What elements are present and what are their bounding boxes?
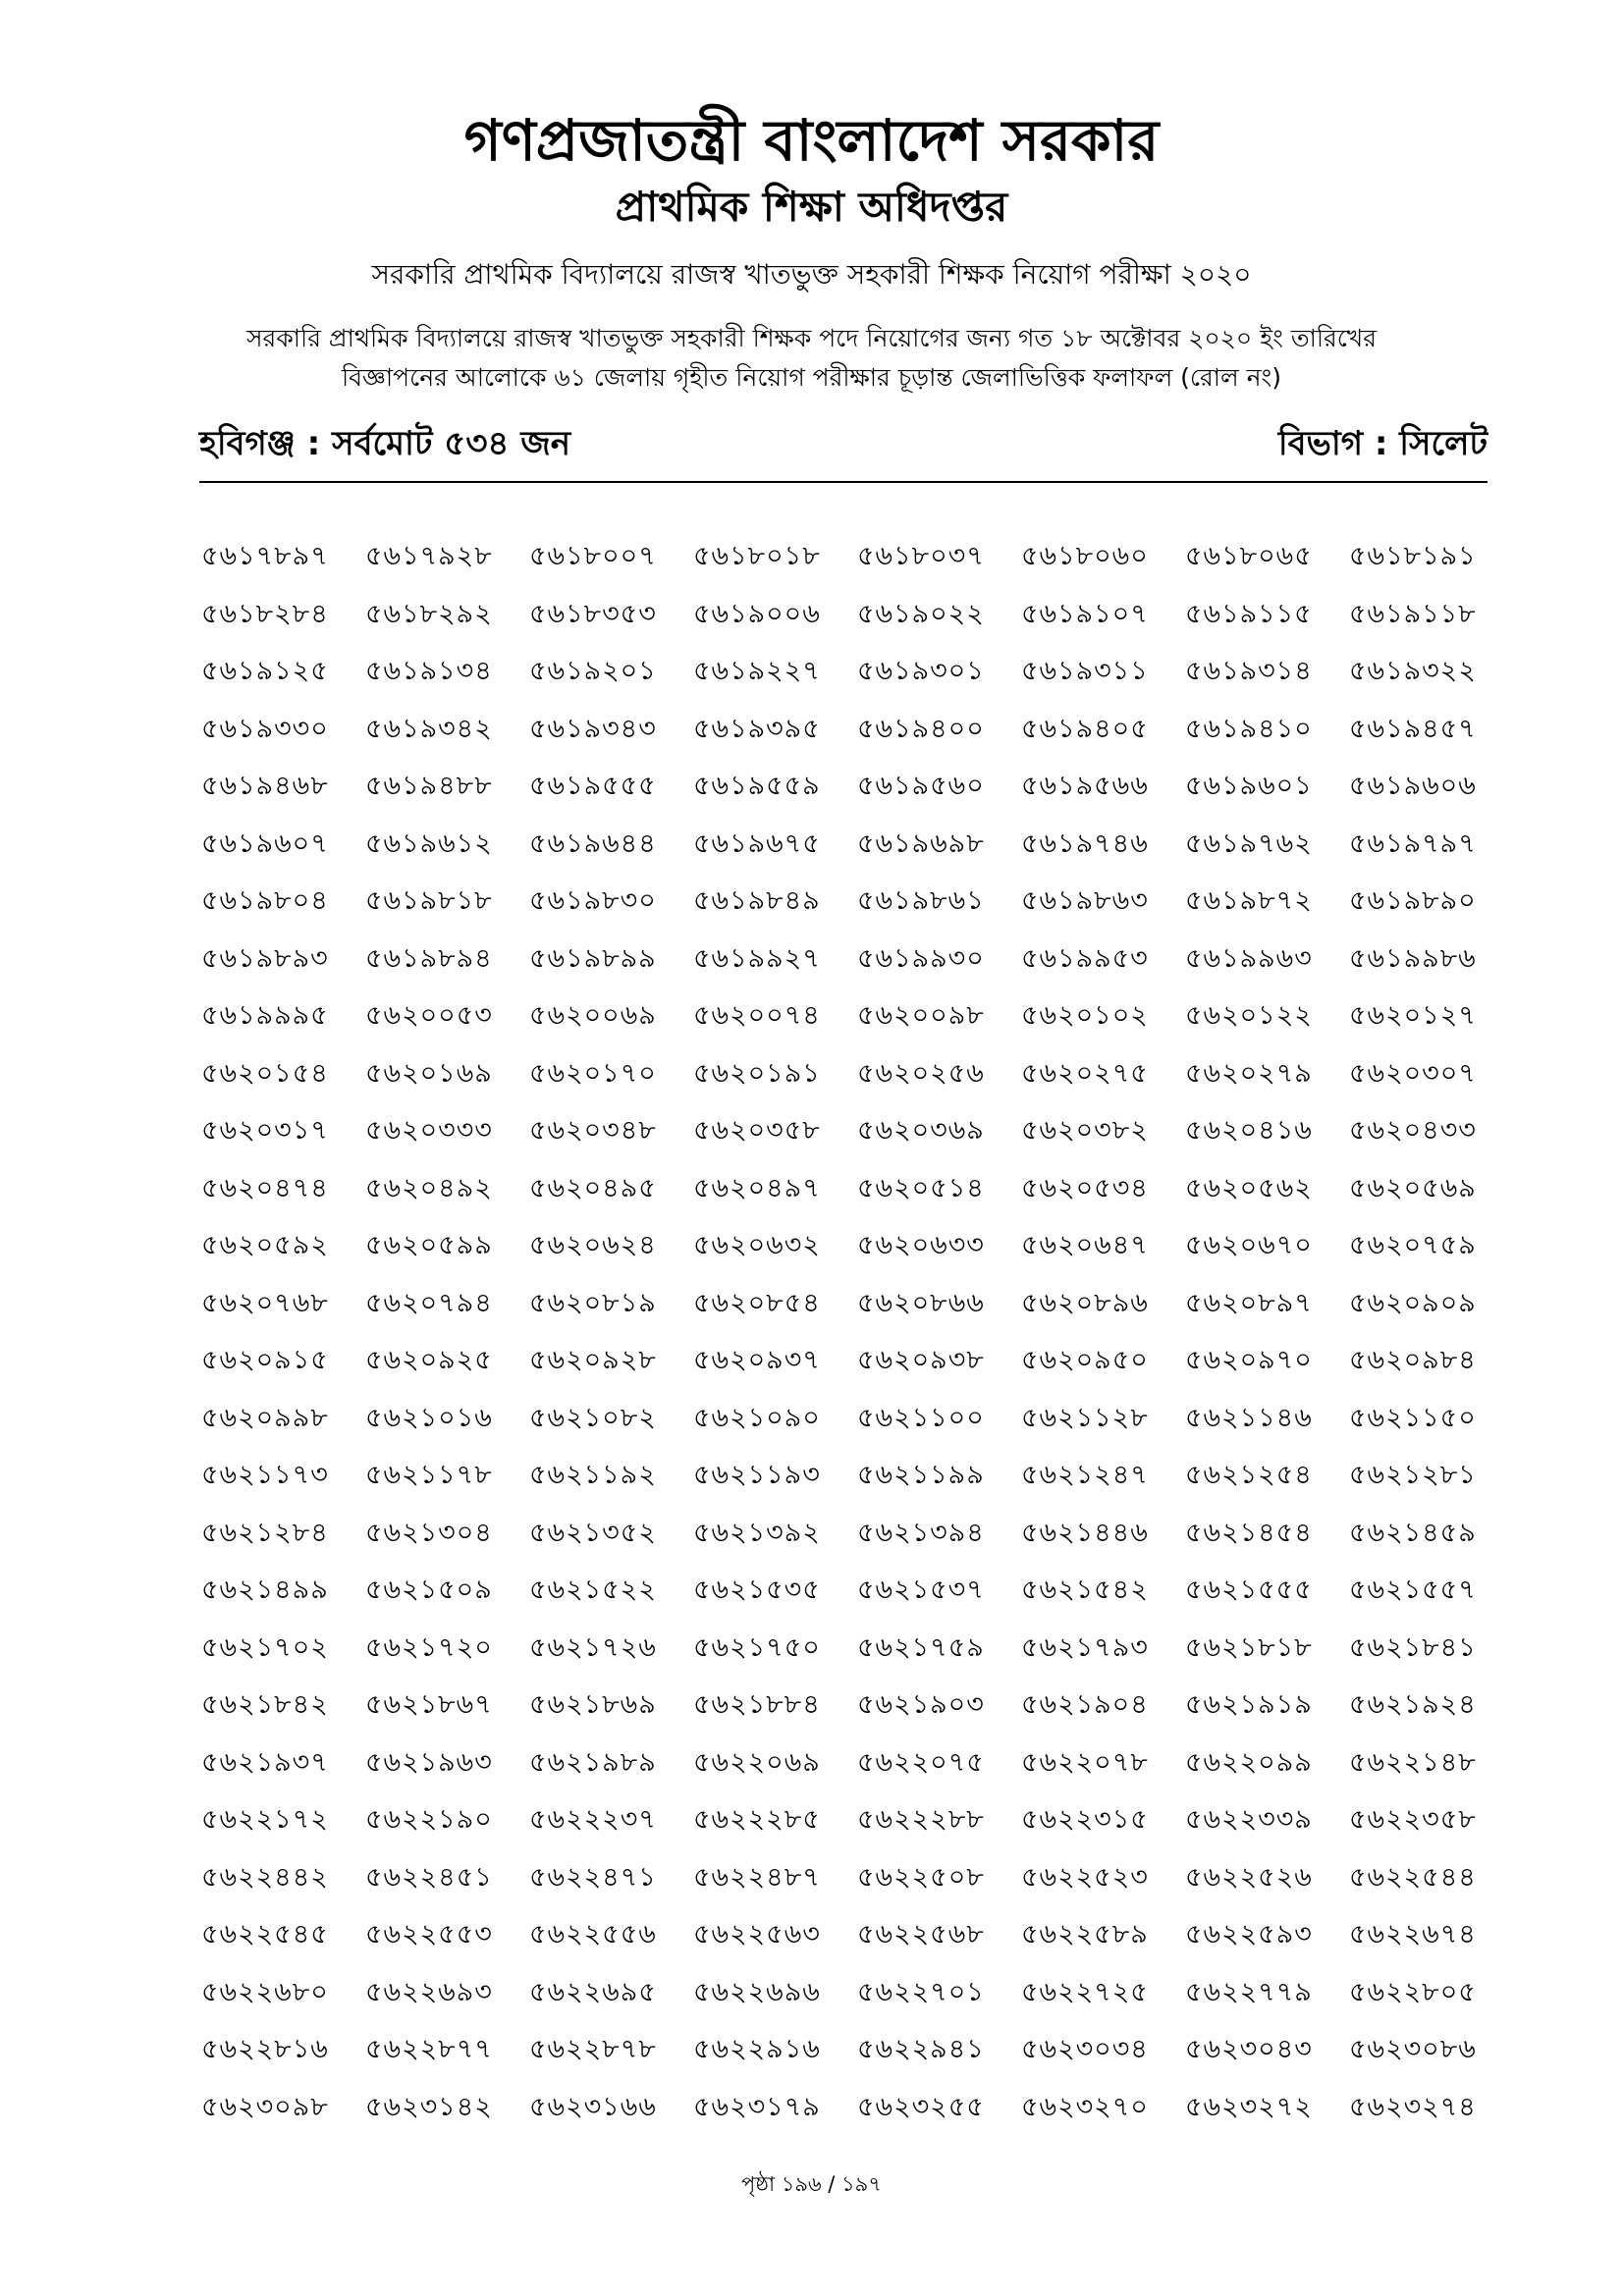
roll-number: ৫৬২০২৫৬ <box>857 1057 985 1089</box>
roll-number: ৫৬২০৯৩৮ <box>857 1345 985 1375</box>
roll-number: ৫৬২০৯৯৮ <box>201 1402 329 1433</box>
roll-number: ৫৬২০৮৫৪ <box>693 1287 821 1318</box>
roll-number: ৫৬২০৬৪৭ <box>1021 1230 1149 1260</box>
roll-number: ৫৬২০৫৩৪ <box>1021 1172 1149 1203</box>
roll-number: ৫৬২২৭২৫ <box>1021 1976 1149 2007</box>
roll-number: ৫৬২২৬৭৪ <box>1349 1919 1477 1949</box>
roll-number: ৫৬২৩০৮৬ <box>1349 2034 1477 2064</box>
roll-number: ৫৬২৩১৪২ <box>365 2091 493 2122</box>
roll-number: ৫৬২০৩৮২ <box>1021 1115 1149 1146</box>
roll-number: ৫৬১৯৬০৭ <box>201 828 329 859</box>
roll-number: ৫৬১৯৯৩০ <box>857 942 985 974</box>
roll-number: ৫৬১৯৮১৮ <box>365 885 493 916</box>
roll-number: ৫৬১৯১১৮ <box>1349 598 1477 629</box>
roll-number: ৫৬২২৪৮৭ <box>693 1861 821 1893</box>
roll-number: ৫৬১৯৩১৪ <box>1185 656 1313 686</box>
roll-number: ৫৬১৭৯২৮ <box>365 541 493 571</box>
roll-number: ৫৬১৯৬০১ <box>1185 771 1313 801</box>
roll-number: ৫৬২২০৭৫ <box>857 1746 985 1778</box>
roll-number: ৫৬২১৭২৬ <box>529 1631 657 1663</box>
roll-number: ৫৬২১৮৮৪ <box>693 1689 821 1720</box>
roll-number: ৫৬২১৫০৯ <box>365 1575 493 1605</box>
roll-number: ৫৬২০৫৬৯ <box>1349 1172 1477 1203</box>
roll-number: ৫৬২২৮১৬ <box>201 2034 329 2064</box>
roll-number: ৫৬২১৮৪২ <box>201 1689 329 1720</box>
roll-number: ৫৬২১৯৬৩ <box>365 1746 493 1778</box>
roll-number: ৫৬১৯৮৭২ <box>1185 885 1313 916</box>
notice-line-1: সরকারি প্রাথমিক বিদ্যালয়ে রাজস্ব খাতভুক্ত সহকারী শিক্ষক পদে নিয়োগের জন্য গত ১৮ অক্টোবর ২০২০ ইং তারিখের <box>246 324 1377 352</box>
roll-number: ৫৬২৩২৭০ <box>1021 2091 1149 2122</box>
roll-number: ৫৬২২১৭২ <box>201 1804 329 1835</box>
roll-number: ৫৬২৩২৫৫ <box>857 2091 985 2122</box>
roll-number: ৫৬২০৯৩৭ <box>693 1345 821 1375</box>
roll-number: ৫৬২৩২৭২ <box>1185 2091 1313 2122</box>
notice-line-2: বিজ্ঞাপনের আলোকে ৬১ জেলায় গৃহীত নিয়োগ পরীক্ষার চূড়ান্ত জেলাভিত্তিক ফলাফল (রোল নং) <box>341 363 1282 392</box>
roll-number: ৫৬১৯৮৯৯ <box>529 942 657 974</box>
roll-number: ৫৬২২৫২৬ <box>1185 1861 1313 1893</box>
roll-number: ৫৬১৯০২২ <box>857 598 985 629</box>
roll-number: ৫৬২১১৭৮ <box>365 1460 493 1490</box>
roll-number: ৫৬২১১৯২ <box>529 1460 657 1490</box>
roll-number: ৫৬২৩০৯৮ <box>201 2091 329 2122</box>
roll-number: ৫৬২০৪৯৫ <box>529 1172 657 1203</box>
exam-title: সরকারি প্রাথমিক বিদ্যালয়ে রাজস্ব খাতভুক্ত সহকারী শিক্ষক নিয়োগ পরীক্ষা ২০২০ <box>371 258 1252 291</box>
roll-number: ৫৬২১১৯৯ <box>857 1460 985 1490</box>
roll-number: ৫৬২২০৬৯ <box>693 1746 821 1778</box>
roll-number: ৫৬২০১৭০ <box>529 1057 657 1089</box>
roll-number: ৫৬১৮০০৭ <box>529 541 657 571</box>
roll-number: ৫৬১৯৪৫৭ <box>1349 713 1477 744</box>
roll-number: ৫৬২২৫৫৩ <box>365 1919 493 1949</box>
roll-number: ৫৬২৩২৭৪ <box>1349 2091 1477 2122</box>
roll-number: ৫৬১৯২২৭ <box>693 656 821 686</box>
roll-number: ৫৬১৮১৯১ <box>1349 541 1477 571</box>
roll-number: ৫৬২০৯১৫ <box>201 1345 329 1375</box>
roll-number: ৫৬২১২৫৪ <box>1185 1460 1313 1490</box>
roll-number: ৫৬২১৮৪১ <box>1349 1631 1477 1663</box>
roll-number: ৫৬২০৫১৪ <box>857 1172 985 1203</box>
notice-text <box>196 319 1427 398</box>
roll-number: ৫৬১৯৮০৪ <box>201 885 329 916</box>
roll-number: ৫৬২০৩০৭ <box>1349 1057 1477 1089</box>
roll-number: ৫৬২০০৫৩ <box>365 1000 493 1031</box>
roll-number: ৫৬২২৪৭১ <box>529 1861 657 1893</box>
roll-number: ৫৬১৯৮৬৩ <box>1021 885 1149 916</box>
roll-number: ৫৬২২২৮৮ <box>857 1804 985 1835</box>
directorate-title: প্রাথমিক শিক্ষা অধিদপ্তর <box>615 183 1008 231</box>
roll-number: ৫৬১৭৮৯৭ <box>201 541 329 571</box>
roll-number: ৫৬১৯৪০৫ <box>1021 713 1149 744</box>
roll-number: ৫৬২০৩৫৮ <box>693 1115 821 1146</box>
roll-number: ৫৬২৩১৬৬ <box>529 2091 657 2122</box>
roll-number: ৫৬২১৫৫৭ <box>1349 1575 1477 1605</box>
roll-number: ৫৬২০৬৩২ <box>693 1230 821 1260</box>
district-header <box>199 422 1488 483</box>
roll-number: ৫৬২২৩৫৮ <box>1349 1804 1477 1835</box>
roll-number: ৫৬২২৪৫১ <box>365 1861 493 1893</box>
district-total: হবিগঞ্জ : সর্বমোট ৫৩৪ জন <box>199 424 571 463</box>
roll-number: ৫৬২১২৪৭ <box>1021 1460 1149 1490</box>
roll-number: ৫৬২২৬৯৬ <box>693 1976 821 2007</box>
roll-number: ৫৬২৩১৭৯ <box>693 2091 821 2122</box>
roll-number: ৫৬২০৭৯৪ <box>365 1287 493 1318</box>
roll-number: ৫৬২০৬২৪ <box>529 1230 657 1260</box>
roll-number: ৫৬২১১২৮ <box>1021 1402 1149 1433</box>
roll-number: ৫৬২২৬৮০ <box>201 1976 329 2007</box>
roll-number: ৫৬২০৯৫০ <box>1021 1345 1149 1375</box>
division-label: বিভাগ : সিলেট <box>1277 424 1488 463</box>
roll-number: ৫৬১৯৩৯৫ <box>693 713 821 744</box>
roll-number: ৫৬২১১০০ <box>857 1402 985 1433</box>
roll-number: ৫৬১৯৩৪২ <box>365 713 493 744</box>
roll-number: ৫৬১৮০৩৭ <box>857 541 985 571</box>
roll-number: ৫৬২১৩৯২ <box>693 1517 821 1548</box>
roll-number: ৫৬২১১৫০ <box>1349 1402 1477 1433</box>
roll-number: ৫৬২২৮৭৭ <box>365 2034 493 2064</box>
roll-number: ৫৬২০১৫৪ <box>201 1057 329 1089</box>
roll-number: ৫৬২২২৮৫ <box>693 1804 821 1835</box>
roll-number: ৫৬২১৭৯৩ <box>1021 1631 1149 1663</box>
roll-number: ৫৬২০০৬৯ <box>529 1000 657 1031</box>
roll-number: ৫৬২২৬৯৫ <box>529 1976 657 2007</box>
roll-number: ৫৬১৯৫৫৯ <box>693 771 821 801</box>
roll-number: ৫৬২২৭০১ <box>857 1976 985 2007</box>
roll-number: ৫৬২০৮৬৬ <box>857 1287 985 1318</box>
roll-number: ৫৬২১০৮২ <box>529 1402 657 1433</box>
roll-number: ৫৬১৯৭৯৭ <box>1349 828 1477 859</box>
roll-number: ৫৬১৯৬৪৪ <box>529 828 657 859</box>
roll-number: ৫৬২০৫৬২ <box>1185 1172 1313 1203</box>
roll-number: ৫৬২০৯৮৪ <box>1349 1345 1477 1375</box>
roll-number: ৫৬১৯৮৯৪ <box>365 942 493 974</box>
roll-number: ৫৬২২৮৭৮ <box>529 2034 657 2064</box>
roll-number: ৫৬২০০৭৪ <box>693 1000 821 1031</box>
roll-number: ৫৬২২০৭৮ <box>1021 1746 1149 1778</box>
roll-number: ৫৬২২১৯০ <box>365 1804 493 1835</box>
roll-number: ৫৬১৯৩০১ <box>857 656 985 686</box>
roll-number: ৫৬২২২৩৭ <box>529 1804 657 1835</box>
roll-number: ৫৬২০৪৯২ <box>365 1172 493 1203</box>
roll-number: ৫৬২০৮১৯ <box>529 1287 657 1318</box>
roll-number: ৫৬১৮২৮৪ <box>201 598 329 629</box>
roll-number: ৫৬২০৪১৬ <box>1185 1115 1313 1146</box>
roll-number: ৫৬১৯৮৪৯ <box>693 885 821 916</box>
roll-number: ৫৬২১৯৩৭ <box>201 1746 329 1778</box>
roll-number: ৫৬২০১৬৯ <box>365 1057 493 1089</box>
roll-number: ৫৬২১২৮৪ <box>201 1517 329 1548</box>
roll-number: ৫৬১৯৭৪৬ <box>1021 828 1149 859</box>
roll-number: ৫৬২০৯২৮ <box>529 1345 657 1375</box>
roll-number: ৫৬১৯০০৬ <box>693 598 821 629</box>
roll-number: ৫৬২১১৭৩ <box>201 1460 329 1490</box>
roll-number: ৫৬২১৯১৯ <box>1185 1689 1313 1720</box>
roll-number: ৫৬১৯৬৯৮ <box>857 828 985 859</box>
roll-number: ৫৬১৯১২৫ <box>201 656 329 686</box>
roll-number: ৫৬১৯২০১ <box>529 656 657 686</box>
roll-number: ৫৬২২৫২৩ <box>1021 1861 1149 1893</box>
roll-number: ৫৬২০৭৫৯ <box>1349 1230 1477 1260</box>
roll-number: ৫৬২১৯০৩ <box>857 1689 985 1720</box>
roll-number: ৫৬১৯৭৬২ <box>1185 828 1313 859</box>
roll-number: ৫৬২১৯২৪ <box>1349 1689 1477 1720</box>
roll-number: ৫৬২০৬৩৩ <box>857 1230 985 1260</box>
roll-number: ৫৬১৮০৬০ <box>1021 541 1149 571</box>
roll-number: ৫৬২২৫৬৮ <box>857 1919 985 1949</box>
roll-number: ৫৬২০৬৭০ <box>1185 1230 1313 1260</box>
roll-number: ৫৬২১০১৬ <box>365 1402 493 1433</box>
roll-number-grid <box>201 528 1517 2136</box>
roll-number: ৫৬২২০৯৯ <box>1185 1746 1313 1778</box>
roll-number: ৫৬২২৭৭৯ <box>1185 1976 1313 2007</box>
roll-number: ৫৬২২৫০৮ <box>857 1861 985 1893</box>
roll-number: ৫৬২২৫৪৪ <box>1349 1861 1477 1893</box>
roll-number: ৫৬১৯৮৩০ <box>529 885 657 916</box>
roll-number: ৫৬২০২৭৫ <box>1021 1057 1149 1089</box>
roll-number: ৫৬২১৫২২ <box>529 1575 657 1605</box>
roll-number: ৫৬২২১৪৮ <box>1349 1746 1477 1778</box>
roll-number: ৫৬২৩০৩৪ <box>1021 2034 1149 2064</box>
roll-number: ৫৬১৯৫৬৬ <box>1021 771 1149 801</box>
roll-number: ৫৬২১৩৫২ <box>529 1517 657 1548</box>
roll-number: ৫৬২২৩৩৯ <box>1185 1804 1313 1835</box>
roll-number: ৫৬১৯৪৮৮ <box>365 771 493 801</box>
roll-number: ৫৬২২৯১৬ <box>693 2034 821 2064</box>
roll-number: ৫৬১৯৪০০ <box>857 713 985 744</box>
roll-number: ৫৬২১৪৯৯ <box>201 1575 329 1605</box>
roll-number: ৫৬২২৫৫৬ <box>529 1919 657 1949</box>
roll-number: ৫৬২১৩০৪ <box>365 1517 493 1548</box>
roll-number: ৫৬২১৮৬৭ <box>365 1689 493 1720</box>
roll-number: ৫৬২০১২৭ <box>1349 1000 1477 1031</box>
roll-number: ৫৬২২৪৪২ <box>201 1861 329 1893</box>
roll-number: ৫৬২০৪৩৩ <box>1349 1115 1477 1146</box>
roll-number: ৫৬২৩০৪৩ <box>1185 2034 1313 2064</box>
roll-number: ৫৬২০৪৭৪ <box>201 1172 329 1203</box>
roll-number: ৫৬১৯৯৬৩ <box>1185 942 1313 974</box>
roll-number: ৫৬১৮২৯২ <box>365 598 493 629</box>
roll-number: ৫৬২০০৯৮ <box>857 1000 985 1031</box>
roll-number: ৫৬২০৮৯৬ <box>1021 1287 1149 1318</box>
roll-number: ৫৬২১৮১৮ <box>1185 1631 1313 1663</box>
government-title: গণপ্রজাতন্ত্রী বাংলাদেশ সরকার <box>463 107 1160 174</box>
roll-number: ৫৬২১৫৪২ <box>1021 1575 1149 1605</box>
roll-number: ৫৬২১৯৮৯ <box>529 1746 657 1778</box>
roll-number: ৫৬২২৫৪৫ <box>201 1919 329 1949</box>
roll-number: ৫৬২২৯৪১ <box>857 2034 985 2064</box>
roll-number: ৫৬১৯১০৭ <box>1021 598 1149 629</box>
roll-number: ৫৬২২৫৯৩ <box>1185 1919 1313 1949</box>
roll-number: ৫৬২১২৮১ <box>1349 1460 1477 1490</box>
roll-number: ৫৬২০৫৯২ <box>201 1230 329 1260</box>
roll-number: ৫৬২০১০২ <box>1021 1000 1149 1031</box>
roll-number: ৫৬২০২৭৯ <box>1185 1057 1313 1089</box>
roll-number: ৫৬১৯৩১১ <box>1021 656 1149 686</box>
roll-number: ৫৬১৯৮৯৩ <box>201 942 329 974</box>
roll-number: ৫৬২১৭২০ <box>365 1631 493 1663</box>
roll-number: ৫৬২১৪৫৯ <box>1349 1517 1477 1548</box>
roll-number: ৫৬১৯৯৮৬ <box>1349 942 1477 974</box>
roll-number: ৫৬২১৪৪৬ <box>1021 1517 1149 1548</box>
roll-number: ৫৬১৯৬১২ <box>365 828 493 859</box>
roll-number: ৫৬১৯৯৫৩ <box>1021 942 1149 974</box>
roll-number: ৫৬২০১২২ <box>1185 1000 1313 1031</box>
roll-number: ৫৬২১৫৩৭ <box>857 1575 985 1605</box>
roll-number: ৫৬২০৩৪৮ <box>529 1115 657 1146</box>
roll-number: ৫৬১৯৪৬৮ <box>201 771 329 801</box>
roll-number: ৫৬২০৭৬৮ <box>201 1287 329 1318</box>
roll-number: ৫৬১৮৩৫৩ <box>529 598 657 629</box>
roll-number: ৫৬২০৪৯৭ <box>693 1172 821 1203</box>
roll-number: ৫৬২০৯০৯ <box>1349 1287 1477 1318</box>
roll-number: ৫৬২০৩১৭ <box>201 1115 329 1146</box>
roll-number: ৫৬১৯১১৫ <box>1185 598 1313 629</box>
roll-number: ৫৬১৮০৬৫ <box>1185 541 1313 571</box>
roll-number: ৫৬২১৫৩৫ <box>693 1575 821 1605</box>
roll-number: ৫৬২১১৯৩ <box>693 1460 821 1490</box>
roll-number: ৫৬১৯৩২২ <box>1349 656 1477 686</box>
roll-number: ৫৬২১৫৫৫ <box>1185 1575 1313 1605</box>
roll-number: ৫৬২০১৯১ <box>693 1057 821 1089</box>
roll-number: ৫৬২২৩১৫ <box>1021 1804 1149 1835</box>
roll-number: ৫৬২১৩৯৪ <box>857 1517 985 1548</box>
roll-number: ৫৬১৯৩৩০ <box>201 713 329 744</box>
roll-number: ৫৬১৯৯৯৫ <box>201 1000 329 1031</box>
roll-number: ৫৬২০৫৯৯ <box>365 1230 493 1260</box>
roll-number: ৫৬২১০৯০ <box>693 1402 821 1433</box>
roll-number: ৫৬২১৮৬৯ <box>529 1689 657 1720</box>
roll-number: ৫৬১৯৬০৬ <box>1349 771 1477 801</box>
roll-number: ৫৬১৯৬৭৫ <box>693 828 821 859</box>
roll-number: ৫৬২২৮০৫ <box>1349 1976 1477 2007</box>
roll-number: ৫৬১৯৩৪৩ <box>529 713 657 744</box>
roll-number: ৫৬২২৬৯৩ <box>365 1976 493 2007</box>
roll-number: ৫৬১৯৪১০ <box>1185 713 1313 744</box>
roll-number: ৫৬১৮০১৮ <box>693 541 821 571</box>
roll-number: ৫৬২০৯৭০ <box>1185 1345 1313 1375</box>
roll-number: ৫৬২০৯২৫ <box>365 1345 493 1375</box>
roll-number: ৫৬১৯৫৬০ <box>857 771 985 801</box>
roll-number: ৫৬২১৭০২ <box>201 1631 329 1663</box>
roll-number: ৫৬২১৭৫০ <box>693 1631 821 1663</box>
page-number: পৃষ্ঠা ১৯৬ / ১৯৭ <box>741 2172 882 2196</box>
roll-number: ৫৬১৯৫৫৫ <box>529 771 657 801</box>
roll-number: ৫৬২২৫৮৯ <box>1021 1919 1149 1949</box>
roll-number: ৫৬১৯৮৬১ <box>857 885 985 916</box>
roll-number: ৫৬১৯১৩৪ <box>365 656 493 686</box>
roll-number: ৫৬২০৩৩৩ <box>365 1115 493 1146</box>
roll-number: ৫৬২০৮৯৭ <box>1185 1287 1313 1318</box>
roll-number: ৫৬২১৪৫৪ <box>1185 1517 1313 1548</box>
roll-number: ৫৬১৯৮৯০ <box>1349 885 1477 916</box>
roll-number: ৫৬২১৯০৪ <box>1021 1689 1149 1720</box>
roll-number: ৫৬২২৫৬৩ <box>693 1919 821 1949</box>
roll-number: ৫৬২০৩৬৯ <box>857 1115 985 1146</box>
roll-number: ৫৬২১৭৫৯ <box>857 1631 985 1663</box>
roll-number: ৫৬২১১৪৬ <box>1185 1402 1313 1433</box>
roll-number: ৫৬১৯৯২৭ <box>693 942 821 974</box>
